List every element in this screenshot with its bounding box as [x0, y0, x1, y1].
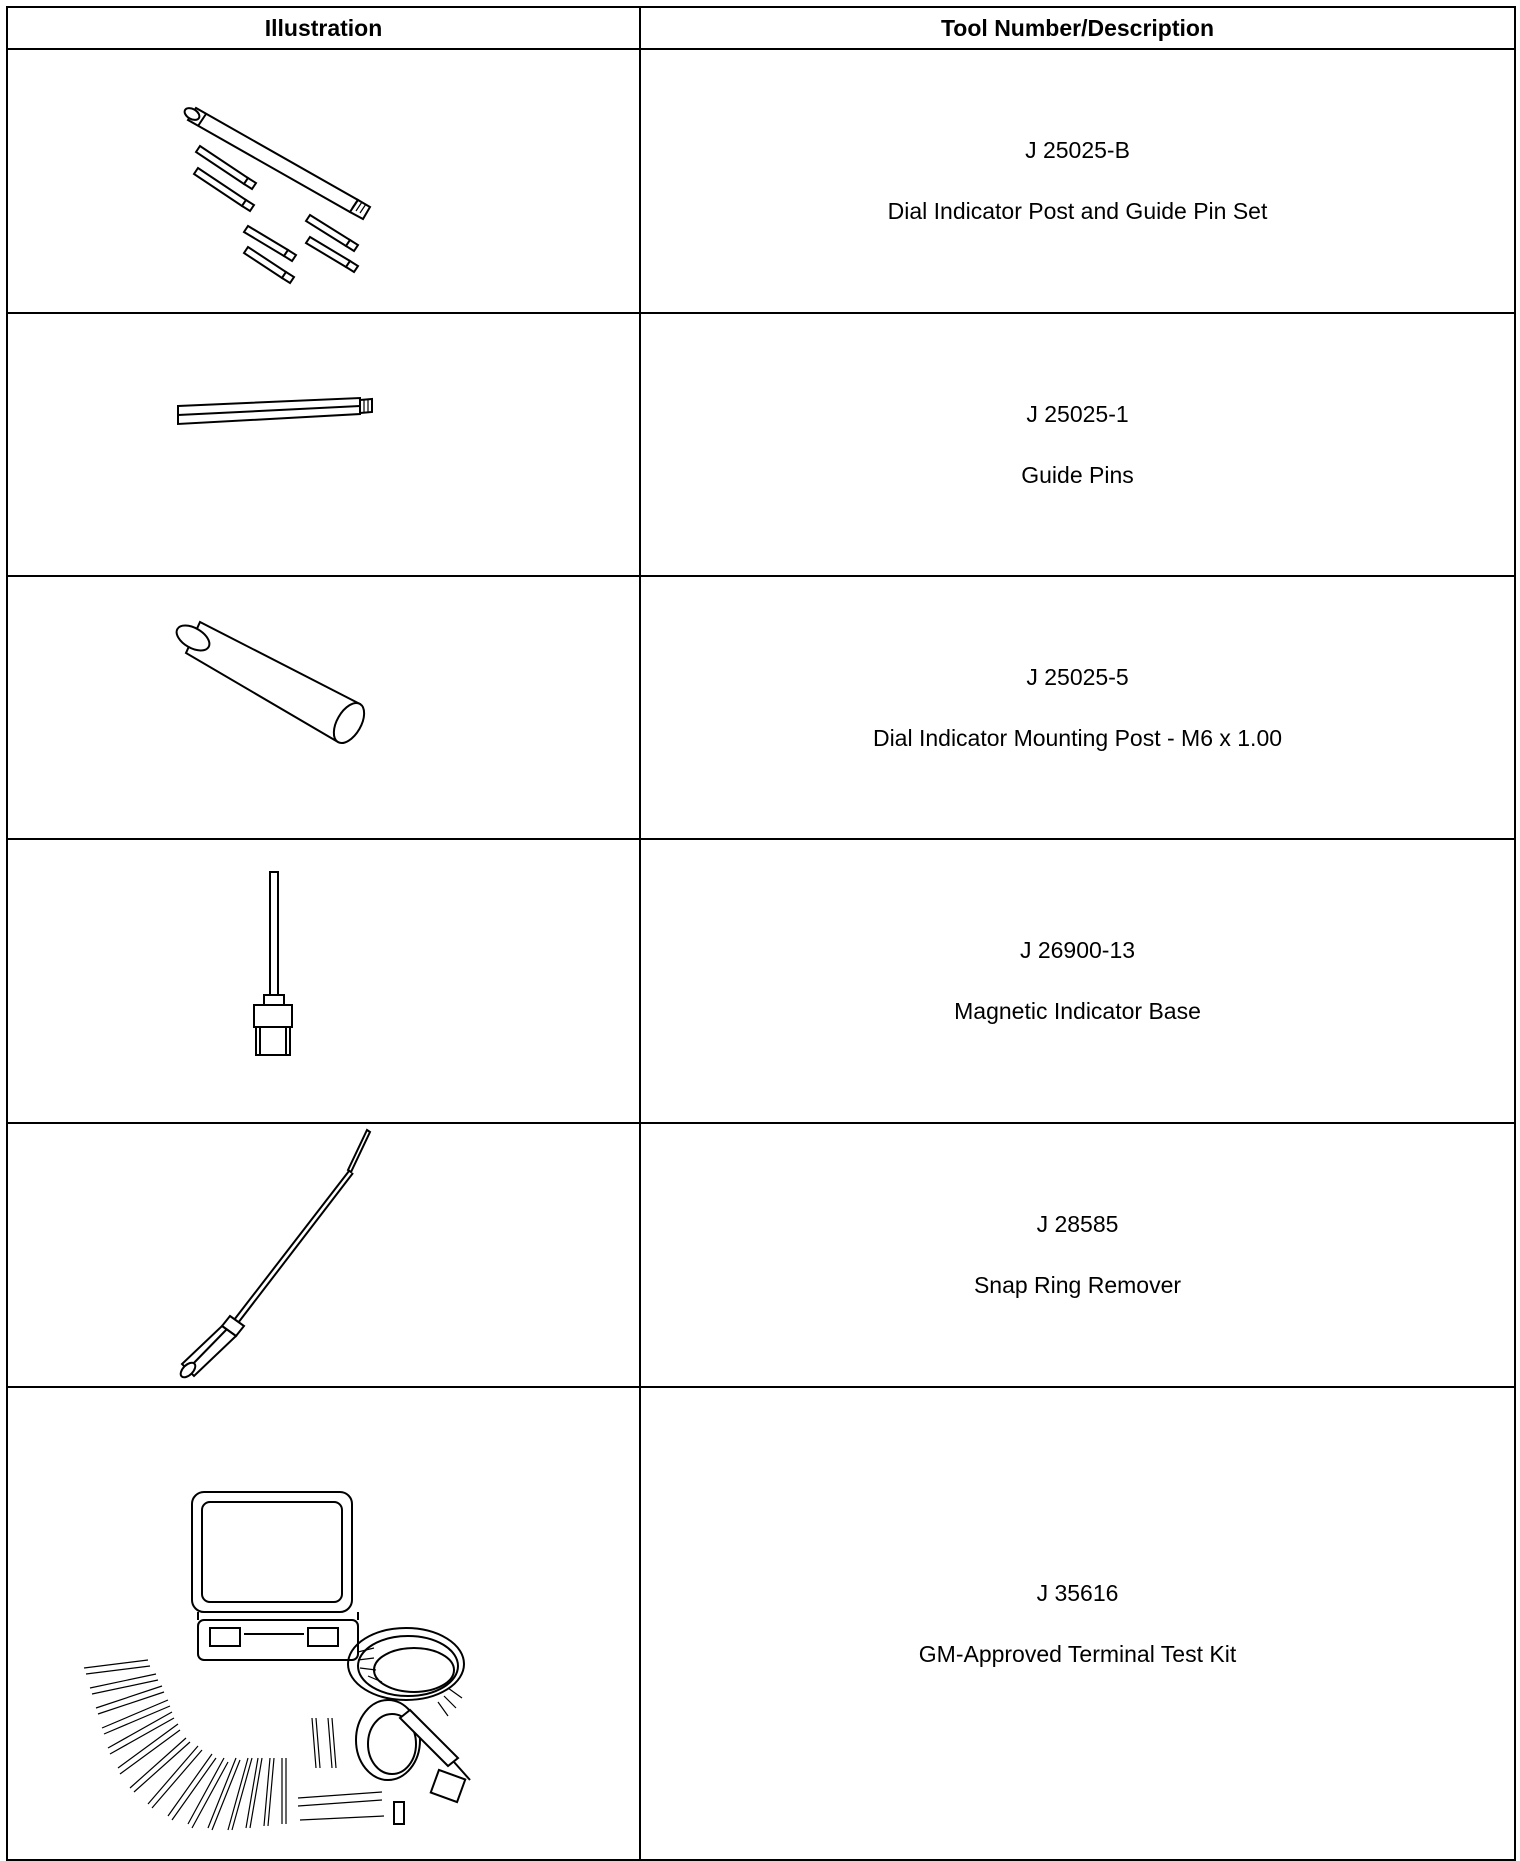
tool-number: J 35616 — [1036, 1579, 1119, 1606]
guide-pin-illustration — [8, 314, 641, 575]
special-tools-table — [6, 6, 1516, 1861]
tool-description-cell — [640, 313, 1515, 576]
illustration-cell — [7, 1123, 640, 1387]
tool-number: J 25025-1 — [1026, 400, 1129, 427]
tool-description-cell — [640, 1387, 1515, 1860]
table-row — [7, 839, 1515, 1123]
tool-number: J 28585 — [1036, 1211, 1119, 1237]
illustration-cell — [7, 576, 640, 839]
table-row — [7, 1387, 1515, 1860]
tool-description: Guide Pins — [1021, 461, 1134, 488]
illustration-cell — [7, 839, 640, 1123]
mounting-post-illustration — [8, 577, 641, 838]
magnetic-base-illustration — [8, 840, 641, 1122]
snap-ring-remover-illustration — [8, 1124, 641, 1386]
tool-description: GM-Approved Terminal Test Kit — [918, 1640, 1237, 1667]
tool-description: Magnetic Indicator Base — [954, 998, 1201, 1024]
tool-number: J 25025-B — [1025, 137, 1130, 163]
table-row — [7, 313, 1515, 576]
tool-description: Dial Indicator Post and Guide Pin Set — [887, 198, 1268, 224]
tool-description-cell — [640, 839, 1515, 1123]
illustration-cell — [7, 1387, 640, 1860]
table-row — [7, 576, 1515, 839]
illustration-column-header: Illustration — [7, 7, 640, 49]
table-row — [7, 1123, 1515, 1387]
tool-description: Dial Indicator Mounting Post - M6 x 1.00 — [872, 724, 1283, 751]
illustration-cell — [7, 313, 640, 576]
table-row — [7, 49, 1515, 313]
tool-description-cell — [640, 576, 1515, 839]
tool-description-cell — [640, 1123, 1515, 1387]
post-and-guide-pin-set-illustration — [8, 50, 641, 312]
tool-number: J 26900-13 — [1019, 937, 1136, 963]
table-header-row — [7, 7, 1515, 49]
tool-description: Snap Ring Remover — [973, 1272, 1182, 1298]
tool-description-cell — [640, 49, 1515, 313]
illustration-cell — [7, 49, 640, 313]
tool-column-header: Tool Number/Description — [640, 7, 1515, 49]
terminal-test-kit-illustration — [8, 1388, 641, 1859]
tool-number: J 25025-5 — [1026, 663, 1129, 690]
